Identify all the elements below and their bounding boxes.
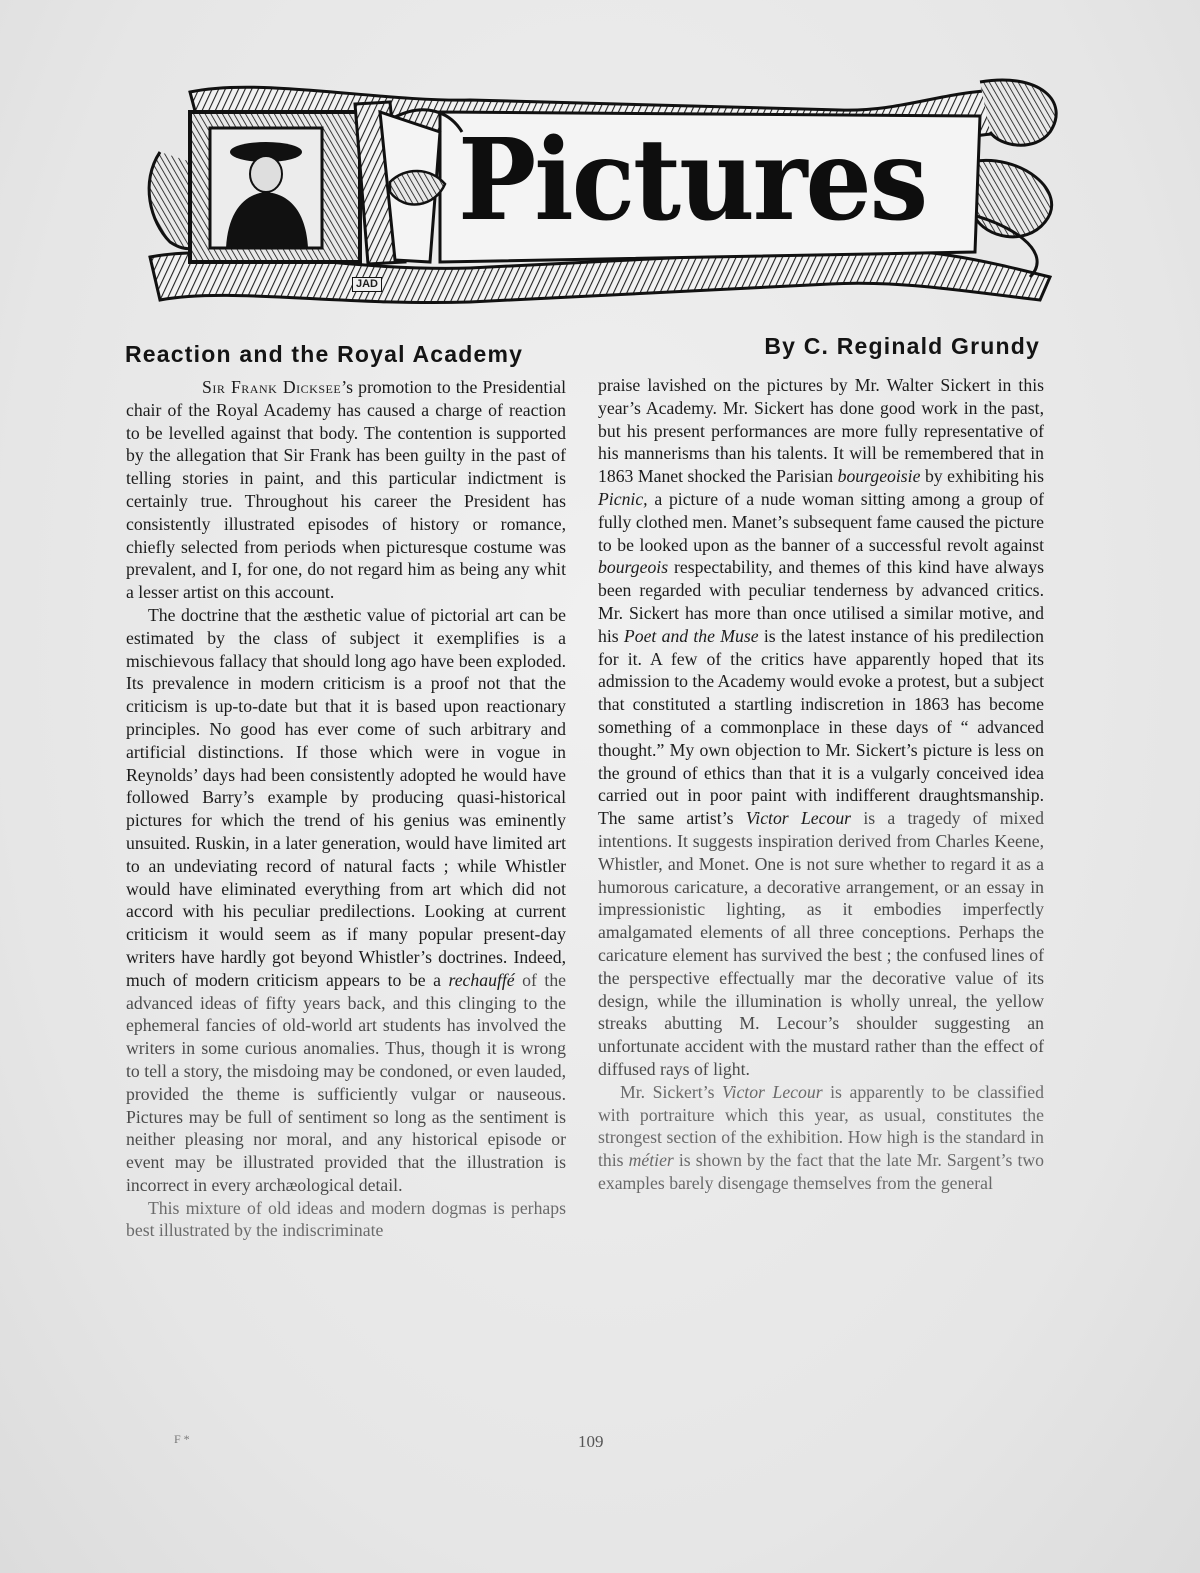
p4-text-c: a picture of a nude woman sitting among a group of fully clothed men. Manet’s subsequent fame caused the picture to be looked upon as the banner of a successful revolt against <box>598 488 1044 555</box>
paragraph-1 <box>126 376 566 604</box>
italic-bourgeois: bourgeois <box>598 557 669 578</box>
article-headline <box>125 333 1040 373</box>
italic-victor-lecour: Victor Lecour <box>745 808 852 829</box>
italic-bourgeoisie: bourgeoisie <box>837 466 921 487</box>
paragraph-5 <box>598 1081 1044 1195</box>
p4-text-b: by exhibiting his <box>924 466 1044 487</box>
p5-text-a: Mr. Sickert’s <box>620 1081 715 1102</box>
italic-victor-lecour-2: Victor Lecour <box>722 1081 823 1102</box>
p4-text-e: is the latest instance of his predilection for it. A few of the critics have apparently hoped that its admission to the Academy would evoke a protest, but a subject that constituted a startling indiscretion in 1863 has become something of a commonplace in these days of “ advanced thought.” My own objection to Mr. Sickert’s picture is less on the ground of ethics than that it is a vulgarly conceived idea carried out in poor paint with indifferent draughtsmanship. The same artist’s <box>598 625 1044 829</box>
article-byline: By C. Reginald Grundy <box>764 333 1040 359</box>
italic-term: rechauffé <box>448 969 515 990</box>
pictures-banner <box>140 72 1070 312</box>
paragraph-4 <box>598 374 1044 1081</box>
paragraph-2 <box>126 604 566 1197</box>
right-column <box>598 374 1044 1195</box>
paragraph-3: This mixture of old ideas and modern dogmas is perhaps best illustrated by the indiscriminate <box>126 1197 566 1241</box>
paragraph-1-text: ’s promotion to the Presidential chair of the Royal Academy has caused a charge of reaction to be levelled against that body. The contention is supported by the allegation that Sir Frank has been guilty in the past of telling stories in paint, and this particular indictment is certainly true. Throughout his career the President has consistently illustrated episodes of history or romance, chiefly selected from periods when picturesque costume was prevalent, and I, for one, do not regard him as being any whit a lesser artist on this account. <box>126 377 566 603</box>
opening-name: Sir Frank Dicksee <box>202 377 342 397</box>
p4-text-d: respectability, and themes of this kind have always been regarded with peculiar tenderness by advanced critics. Mr. Sickert has more than once utilised a similar motive, and his <box>598 557 1044 646</box>
signature-mark: F * <box>174 1432 190 1446</box>
left-column <box>126 376 566 1242</box>
article-title: Reaction and the Royal Academy <box>125 341 524 367</box>
artist-monogram: JAD <box>352 277 382 292</box>
p4-text-f: is a tragedy of mixed intentions. It suggests inspiration derived from Charles Keene, Whistler, and Monet. One is not sure whether to regard it as a humorous caricature, a decorative arrangement, or an essay in impressionistic lighting, as it embodies imperfectly amalgamated elements of all three conceptions. Perhaps the caricature element has survived the best ; the confused lines of the perspective effectually mar the decorative value of its design, while the illumination is wholly unreal, the yellow streaks abutting M. Lecour’s shoulder suggesting an unfortunate accident with the mustard rather than the effect of diffused rays of light. <box>598 808 1044 1079</box>
p5-text-b: is apparently to be classified with portraiture which this year, as usual, constitutes the strongest section of the exhibition. How high is the standard in this <box>598 1081 1044 1171</box>
page-number: 109 <box>578 1432 604 1451</box>
p5-text-c: is shown by the fact that the late Mr. Sargent’s two examples barely disengage themselves from the general <box>598 1150 1044 1193</box>
paragraph-2-text-b: of the advanced ideas of fifty years back, and this clinging to the ephemeral fancies of old-world art students has involved the writers in some curious anomalies. Thus, though it is wrong to tell a story, the misdoing may be condoned, or even lauded, provided the theme is sufficiently vulgar or nauseous. Pictures may be full of sentiment so long as the sentiment is neither pleasing nor moral, and any historical episode or event may be illustrated provided that the illustration is incorrect in every archæological detail. <box>126 969 567 1195</box>
p4-text-a: praise lavished on the pictures by Mr. Walter Sickert in this year’s Academy. Mr. Sickert has done good work in the past, but his present performances are more fully representative of his mannerisms than his talents. It will be remembered that in 1863 Manet shocked the Parisian <box>598 375 1044 487</box>
italic-poet-and-the-muse: Poet and the Muse <box>623 625 759 646</box>
paragraph-2-text-a: The doctrine that the æsthetic value of pictorial art can be estimated by the class of subject it exemplifies is a mischievous fallacy that should long ago have been exploded. Its prevalence in modern criticism is a proof not that the criticism is up-to-date but that it is based upon reactionary principles. No good has ever come of such arbitrary and artificial distinctions. If those which were in vogue in Reynolds’ days had been consistently adopted he would have followed Barry’s example by producing quasi-historical pictures for which the trend of his genius was eminently unsuited. Ruskin, in a later generation, would have limited art to an undeviating record of natural facts ; while Whistler would have eliminated everything from art which did not accord with his peculiar predilections. Looking at current criticism it would seem as if many popular present-day writers have hardly got beyond Whistler’s doctrines. Indeed, much of modern criticism appears to be a <box>126 604 566 990</box>
italic-picnic: Picnic, <box>598 488 648 509</box>
italic-metier: métier <box>628 1150 674 1171</box>
banner-title: Pictures <box>458 113 927 247</box>
